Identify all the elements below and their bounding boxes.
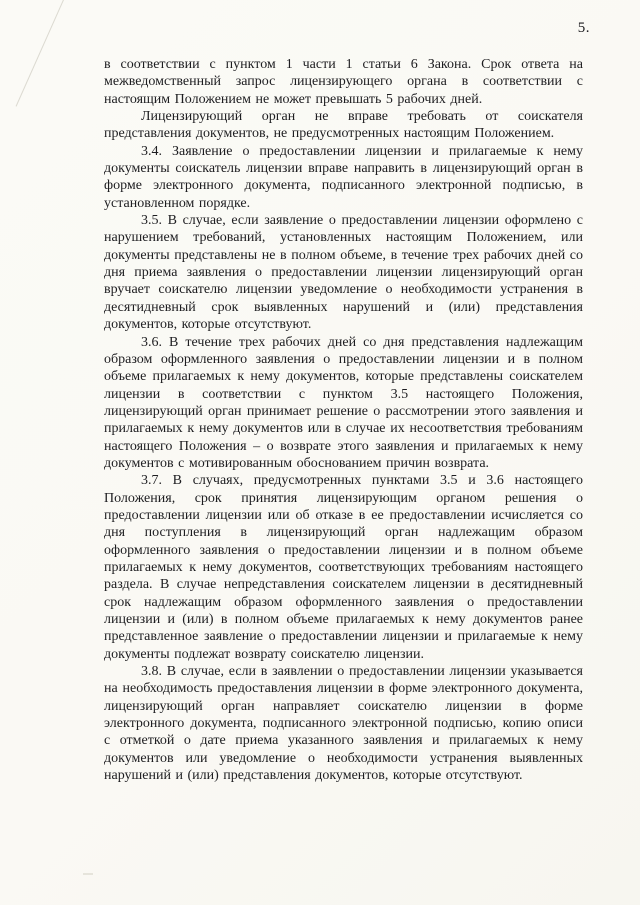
scan-artifact-line xyxy=(16,0,70,107)
paragraph-3-8: 3.8. В случае, если в заявлении о предоставлении лицензии указывается на необходимость предоставления лицензии в форме электронного документа, лицензирующий орган направляет соискателю лицензии в форме электронного документа, подписанного электронной подписью, копию описи с отметкой о дате приема указанного заявления и прилагаемых к нему документов или уведомление о необходимости устранения выявленных нарушений и (или) представления документов, которые отсутствуют. xyxy=(104,664,583,784)
paragraph-3-6: 3.6. В течение трех рабочих дней со дня представления надлежащим образом оформленного заявления о предоставлении лицензии и в полном объеме прилагаемых к нему документов, которые представлены соискателем лицензии в соответствии с пунктом 3.5 настоящего Положения, лицензирующий орган принимает решение о рассмотрении этого заявления и прилагаемых к нему документов или в случае их несоответствия требованиям настоящего Положения – о возврате этого заявления и прилагаемых к нему документов с мотивированным обоснованием причин возврата. xyxy=(104,334,583,471)
document-body xyxy=(104,56,583,784)
paragraph-3-4: 3.4. Заявление о предоставлении лицензии и прилагаемые к нему документы соискатель лицензии вправе направить в лицензирующий орган в форме электронного документа, подписанного электронной подписью, в установленном порядке. xyxy=(104,143,583,211)
paragraph-3-5: 3.5. В случае, если заявление о предоставлении лицензии оформлено с нарушением требований, установленных настоящим Положением, или документы представлены не в полном объеме, в течение трех рабочих дней со дня приема заявления о предоставлении лицензии лицензирующий орган вручает соискателю лицензии уведомление о необходимости устранения в десятидневный срок выявленных нарушений и (или) представления документов, которые отсутствуют. xyxy=(104,213,583,333)
page-number: 5. xyxy=(577,20,590,36)
paragraph: Лицензирующий орган не вправе требовать от соискателя представления документов, не предусмотренных настоящим Положением. xyxy=(104,109,583,142)
scan-artifact-speck xyxy=(83,873,93,875)
paragraph-3-7: 3.7. В случаях, предусмотренных пунктами 3.5 и 3.6 настоящего Положения, срок принятия лицензирующим органом решения о предоставлении лицензии или об отказе в ее предоставлении исчисляется со дня поступления в лицензирующий орган надлежащим образом оформленного заявления о предоставлении лицензии и в полном объеме прилагаемых к нему документов, соответствующих требованиям настоящего раздела. В случае непредставления соискателем лицензии в десятидневный срок надлежащим образом оформленного заявления о предоставлении лицензии и (или) в полном объеме прилагаемых к нему документов ранее представленное заявление о предоставлении лицензии и прилагаемые к нему документы подлежат возврату соискателю лицензии. xyxy=(104,473,583,662)
paragraph-continuation: в соответствии с пунктом 1 части 1 статьи 6 Закона. Срок ответа на межведомственный запрос лицензирующего органа в соответствии с настоящим Положением не может превышать 5 рабочих дней. xyxy=(104,57,583,107)
